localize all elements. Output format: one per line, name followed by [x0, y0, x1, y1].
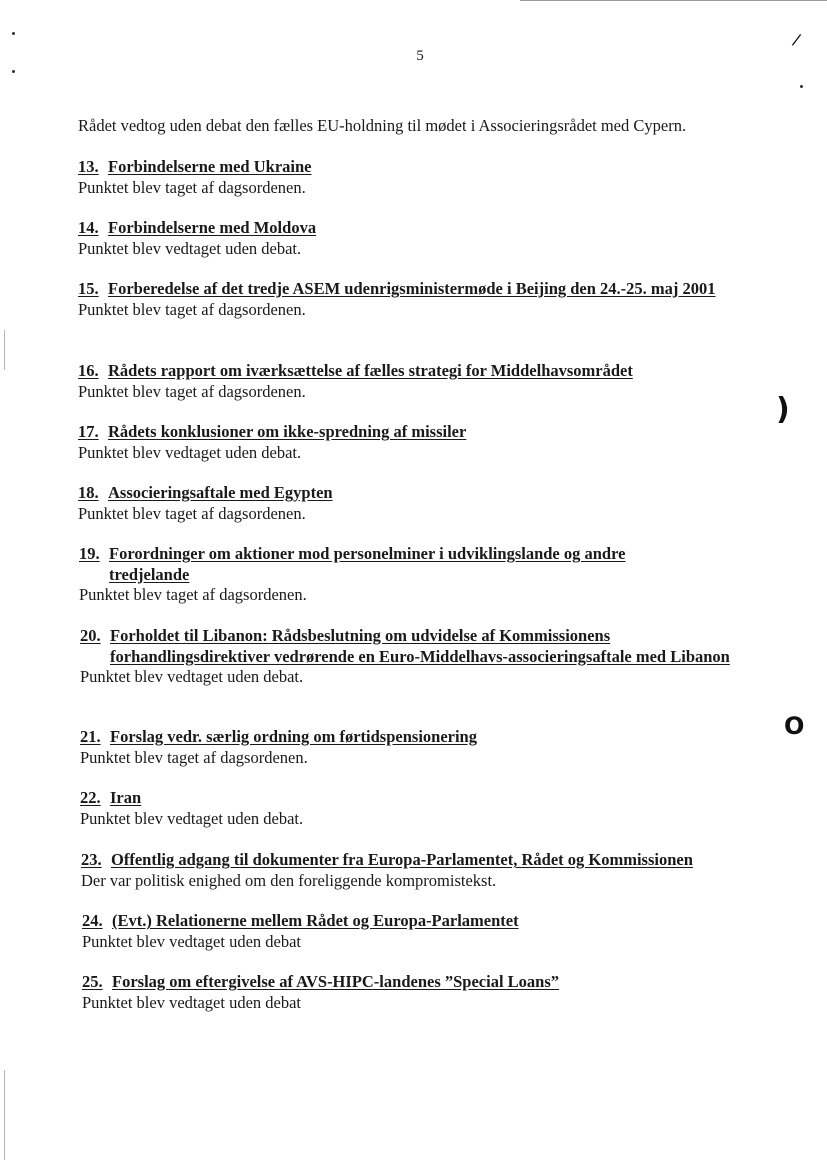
- agenda-item-result: Punktet blev vedtaget uden debat.: [78, 442, 302, 462]
- agenda-item-result: Punktet blev taget af dagsordenen.: [78, 299, 306, 319]
- agenda-item-heading: [82, 972, 762, 993]
- agenda-item-number: 15.: [78, 279, 99, 298]
- agenda-item-result: Punktet blev taget af dagsordenen.: [78, 381, 306, 401]
- scan-speck: [12, 70, 15, 73]
- agenda-item-heading: [78, 279, 748, 300]
- agenda-item: [78, 361, 758, 402]
- agenda-item-number: 14.: [78, 218, 99, 237]
- agenda-item: [78, 279, 748, 320]
- agenda-item-result: Punktet blev vedtaget uden debat: [82, 992, 302, 1012]
- agenda-item-title: Rådets konklusioner om ikke-spredning af missiler: [108, 422, 467, 441]
- agenda-item-title: Forordninger om aktioner mod personelminer i udviklingslande og andre tredjelande: [109, 544, 626, 584]
- agenda-item-heading: [80, 626, 730, 667]
- agenda-item-heading: [78, 483, 758, 504]
- agenda-item: [81, 850, 781, 891]
- page-number: 5: [416, 48, 424, 64]
- agenda-item-number: 19.: [79, 544, 100, 563]
- agenda-item-title: Forslag vedr. særlig ordning om førtidspensionering: [110, 727, 477, 746]
- agenda-item-title: Rådets rapport om iværksættelse af fælles strategi for Middelhavsområdet: [108, 361, 633, 380]
- intro-paragraph: Rådet vedtog uden debat den fælles EU-holdning til mødet i Associeringsrådet med Cypern.: [78, 116, 687, 135]
- agenda-item-number: 23.: [81, 850, 102, 869]
- agenda-item-title: Forholdet til Libanon: Rådsbeslutning om udvidelse af Kommissionens forhandlingsdirektiver vedrørende en Euro-Middelhavs-associeringsaftale med Libanon: [110, 626, 730, 666]
- agenda-item: [78, 483, 758, 524]
- agenda-item: [80, 788, 760, 829]
- agenda-item-number: 13.: [78, 157, 99, 176]
- agenda-item-heading: [78, 218, 758, 239]
- agenda-item-title: Offentlig adgang til dokumenter fra Europa-Parlamentet, Rådet og Kommissionen: [111, 850, 693, 869]
- agenda-item-title: (Evt.) Relationerne mellem Rådet og Europa-Parlamentet: [112, 911, 519, 930]
- agenda-item-result: Der var politisk enighed om den foreliggende kompromistekst.: [81, 870, 497, 890]
- agenda-item-number: 25.: [82, 972, 103, 991]
- agenda-item-heading: [78, 157, 758, 178]
- agenda-item-number: 22.: [80, 788, 101, 807]
- agenda-item-heading: [80, 727, 760, 748]
- agenda-item: [78, 422, 758, 463]
- agenda-item: [78, 157, 758, 198]
- agenda-item-number: 24.: [82, 911, 103, 930]
- agenda-item-heading: [80, 788, 760, 809]
- agenda-item-number: 17.: [78, 422, 99, 441]
- agenda-item-title: Forslag om eftergivelse af AVS-HIPC-landenes ”Special Loans”: [112, 972, 560, 991]
- agenda-item: [80, 626, 730, 688]
- agenda-item-heading: [78, 422, 758, 443]
- binder-hole-mark: O: [784, 712, 805, 740]
- agenda-item-title: Forberedelse af det tredje ASEM udenrigsministermøde i Beijing den 24.-25. maj 2001: [108, 279, 716, 298]
- scan-edge-line: [520, 0, 827, 1]
- scan-speck: [12, 32, 15, 35]
- agenda-item-result: Punktet blev vedtaget uden debat: [82, 931, 302, 951]
- agenda-item-title: Forbindelserne med Moldova: [108, 218, 317, 237]
- agenda-item: [78, 218, 758, 259]
- agenda-item: [82, 911, 762, 952]
- agenda-item-title: Iran: [110, 788, 142, 807]
- scan-speck: [800, 85, 803, 88]
- agenda-item-heading: [78, 361, 758, 382]
- agenda-item-result: Punktet blev taget af dagsordenen.: [80, 747, 308, 767]
- scan-edge-mark: [4, 330, 5, 370]
- agenda-item-result: Punktet blev vedtaget uden debat.: [80, 808, 304, 828]
- agenda-item-result: Punktet blev taget af dagsordenen.: [78, 177, 306, 197]
- agenda-item-heading: [82, 911, 762, 932]
- agenda-item-result: Punktet blev taget af dagsordenen.: [79, 585, 307, 604]
- agenda-item-result: Punktet blev vedtaget uden debat.: [80, 667, 304, 686]
- agenda-item-title: Associeringsaftale med Egypten: [108, 483, 333, 502]
- agenda-item-result: Punktet blev vedtaget uden debat.: [78, 238, 302, 258]
- binder-hole-mark: ): [776, 392, 790, 427]
- agenda-item-number: 21.: [80, 727, 101, 746]
- agenda-item: [82, 972, 762, 1013]
- agenda-item-heading: [81, 850, 781, 871]
- agenda-item-number: 20.: [80, 626, 101, 645]
- agenda-item-number: 18.: [78, 483, 99, 502]
- scan-edge-mark: [4, 1070, 5, 1160]
- pen-mark: /: [790, 29, 803, 50]
- agenda-item-title: Forbindelserne med Ukraine: [108, 157, 312, 176]
- agenda-item-result: Punktet blev taget af dagsordenen.: [78, 503, 306, 523]
- agenda-item-heading: [79, 544, 689, 585]
- agenda-item: [79, 544, 689, 606]
- agenda-item: [80, 727, 760, 768]
- agenda-item-number: 16.: [78, 361, 99, 380]
